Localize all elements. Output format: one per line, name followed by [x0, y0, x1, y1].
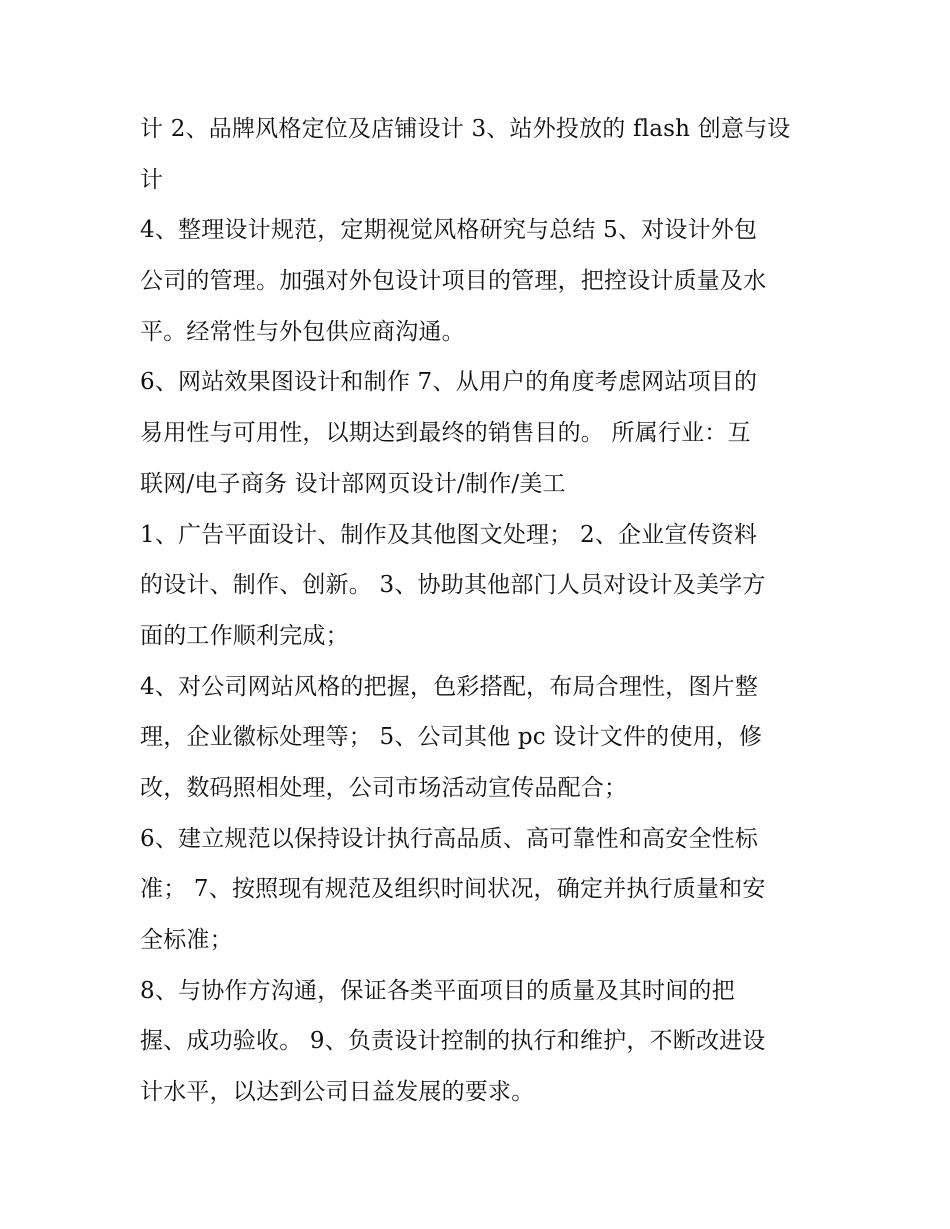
- text-line: 公司的管理。加强对外包设计项目的管理，把控设计质量及水: [140, 268, 767, 295]
- text-line: 计 2、品牌风格定位及店铺设计 3、站外投放的 flash 创意与设: [140, 116, 791, 142]
- text-line: 6、网站效果图设计和制作 7、从用户的角度考虑网站项目的: [140, 369, 758, 396]
- text-line: 6、建立规范以保持设计执行高品质、高可靠性和高安全性标: [140, 825, 759, 852]
- text-line: 面的工作顺利完成；: [140, 622, 349, 649]
- text-line: 握、成功验收。 9、负责设计控制的执行和维护，不断改进设: [140, 1028, 766, 1055]
- text-line: 联网/电子商务 设计部网页设计/制作/美工: [140, 470, 566, 497]
- text-line: 4、整理设计规范，定期视觉风格研究与总结 5、对设计外包: [140, 217, 758, 244]
- text-line: 计: [140, 166, 164, 193]
- text-line: 的设计、制作、创新。 3、协助其他部门人员对设计及美学方: [140, 572, 766, 599]
- text-line: 理，企业徽标处理等； 5、公司其他 pc 设计文件的使用，修: [140, 724, 763, 751]
- text-line: 平。经常性与外包供应商沟通。: [140, 318, 465, 345]
- text-line: 全标准；: [140, 927, 233, 953]
- text-line: 改，数码照相处理，公司市场活动宣传品配合；: [140, 774, 628, 801]
- text-line: 1、广告平面设计、制作及其他图文处理； 2、企业宣传资料: [140, 521, 758, 548]
- text-line: 计水平，以达到公司日益发展的要求。: [140, 1079, 535, 1106]
- text-line: 4、对公司网站风格的把握，色彩搭配，布局合理性，图片整: [140, 673, 759, 700]
- text-line: 准； 7、按照现有规范及组织时间状况，确定并执行质量和安: [140, 876, 766, 903]
- text-line: 8、与协作方沟通，保证各类平面项目的质量及其时间的把: [140, 977, 735, 1004]
- body-text: [140, 104, 820, 1118]
- text-line: 易用性与可用性，以期达到最终的销售目的。 所属行业：互: [140, 420, 751, 447]
